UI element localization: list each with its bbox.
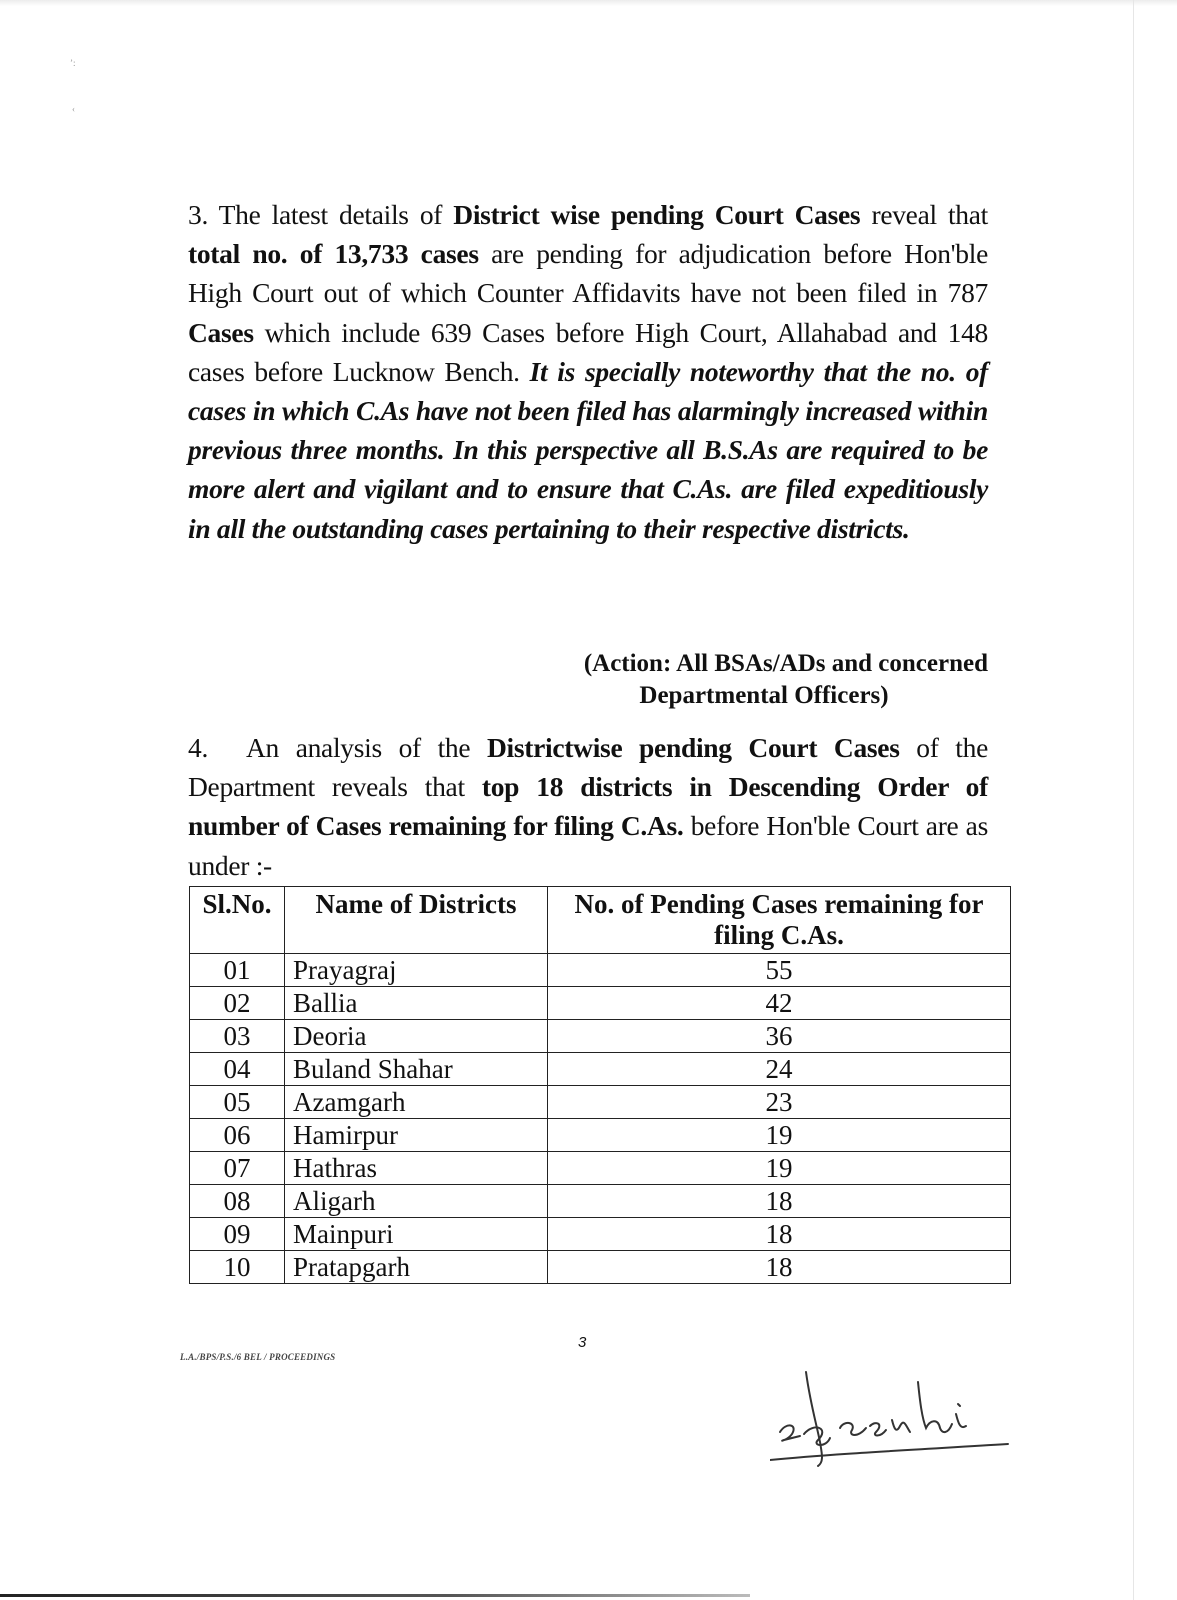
district-cell: Mainpuri [285,1218,548,1251]
paragraph-text: reveal that [860,199,988,230]
pending-cell: 42 [548,987,1011,1020]
bold-text: total no. of 13,733 cases [188,238,479,270]
emphasis-text: It is specially noteworthy that the no. of cases in which C.As have not been filed has alarmingly increased within previous three months. In this perspective all B.S.As are required to be more alert and vigilant and to ensure that C.As. are filed expeditiously in all the outstanding cases pertaining to their respective districts. [188,355,989,544]
table-row [190,1152,1011,1185]
pending-cell: 19 [548,1119,1011,1152]
table-row [190,1251,1011,1284]
action-note-line: Departmental Officers) [639,682,889,709]
table-header-row [190,887,1011,954]
district-cell: Buland Shahar [285,1053,548,1086]
document-reference-code: L.A./BPS/P.S./6 BEL / PROCEEDINGS [180,1352,336,1362]
bold-text: Districtwise pending Court Cases [486,732,900,763]
sl-no-cell: 06 [190,1119,285,1152]
district-cell: Deoria [285,1020,548,1053]
pending-cell: 18 [548,1218,1011,1251]
bold-text: top 18 districts in Descending Order of number of Cases remaining for filing C.As. [188,771,988,842]
scan-edge-top [0,0,1177,6]
bold-text: District wise pending Court Cases [453,199,861,230]
scan-speck: ʼ: [70,58,76,68]
table-row [190,987,1011,1020]
district-cell: Hamirpur [285,1119,548,1152]
table-row [190,1020,1011,1053]
scan-speck: ‹ [72,104,75,114]
paragraph-number: 4. [188,732,209,763]
sl-no-cell: 02 [190,987,285,1020]
scan-edge-bottom [0,1594,750,1597]
paragraph-text: of the Department reveals that [188,732,988,803]
sl-no-cell: 08 [190,1185,285,1218]
pending-cell: 36 [548,1020,1011,1053]
table-row [190,1119,1011,1152]
column-header-sl-no: Sl.No. [190,887,285,954]
district-cell: Hathras [285,1152,548,1185]
paragraph-text: are pending for adjudication before Hon'ble High Court out of which Counter Affidavits have not been filed in 787 [188,238,988,309]
district-cell: Ballia [285,987,548,1020]
pending-cell: 55 [548,954,1011,987]
sl-no-cell: 05 [190,1086,285,1119]
column-header-pending: No. of Pending Cases remaining for filing C.As. [548,887,1011,954]
table-row [190,954,1011,987]
paragraph-text: The latest details of [208,199,454,230]
action-note-line: (Action: All BSAs/ADs and concerned [583,650,988,677]
page-edge [1133,0,1134,1600]
paragraph-3 [188,195,988,548]
pending-cell: 24 [548,1053,1011,1086]
handwritten-signature-icon [770,1362,1010,1472]
sl-no-cell: 03 [190,1020,285,1053]
pending-cell: 23 [548,1086,1011,1119]
pending-cell: 19 [548,1152,1011,1185]
sl-no-cell: 07 [190,1152,285,1185]
paragraph-text: An analysis of the [246,732,487,763]
bold-text: Cases [188,316,254,348]
sl-no-cell: 09 [190,1218,285,1251]
action-note [540,648,988,712]
pending-cases-table [189,886,1011,1284]
pending-cell: 18 [548,1251,1011,1284]
district-cell: Pratapgarh [285,1251,548,1284]
table-row [190,1086,1011,1119]
paragraph-number: 3. [188,199,209,230]
paragraph-4 [188,728,988,885]
sl-no-cell: 01 [190,954,285,987]
sl-no-cell: 10 [190,1251,285,1284]
table-row [190,1053,1011,1086]
table-row [190,1218,1011,1251]
page-number: 3 [578,1334,587,1351]
table-row [190,1185,1011,1218]
paragraph-text: before Hon'ble Court are as under :- [188,810,988,881]
district-cell: Prayagraj [285,954,548,987]
sl-no-cell: 04 [190,1053,285,1086]
pending-cell: 18 [548,1185,1011,1218]
column-header-district: Name of Districts [285,887,548,954]
district-cell: Aligarh [285,1185,548,1218]
paragraph-text: which include 639 Cases before High Court, Allahabad and 148 cases before Lucknow Bench. [188,316,988,387]
district-cell: Azamgarh [285,1086,548,1119]
